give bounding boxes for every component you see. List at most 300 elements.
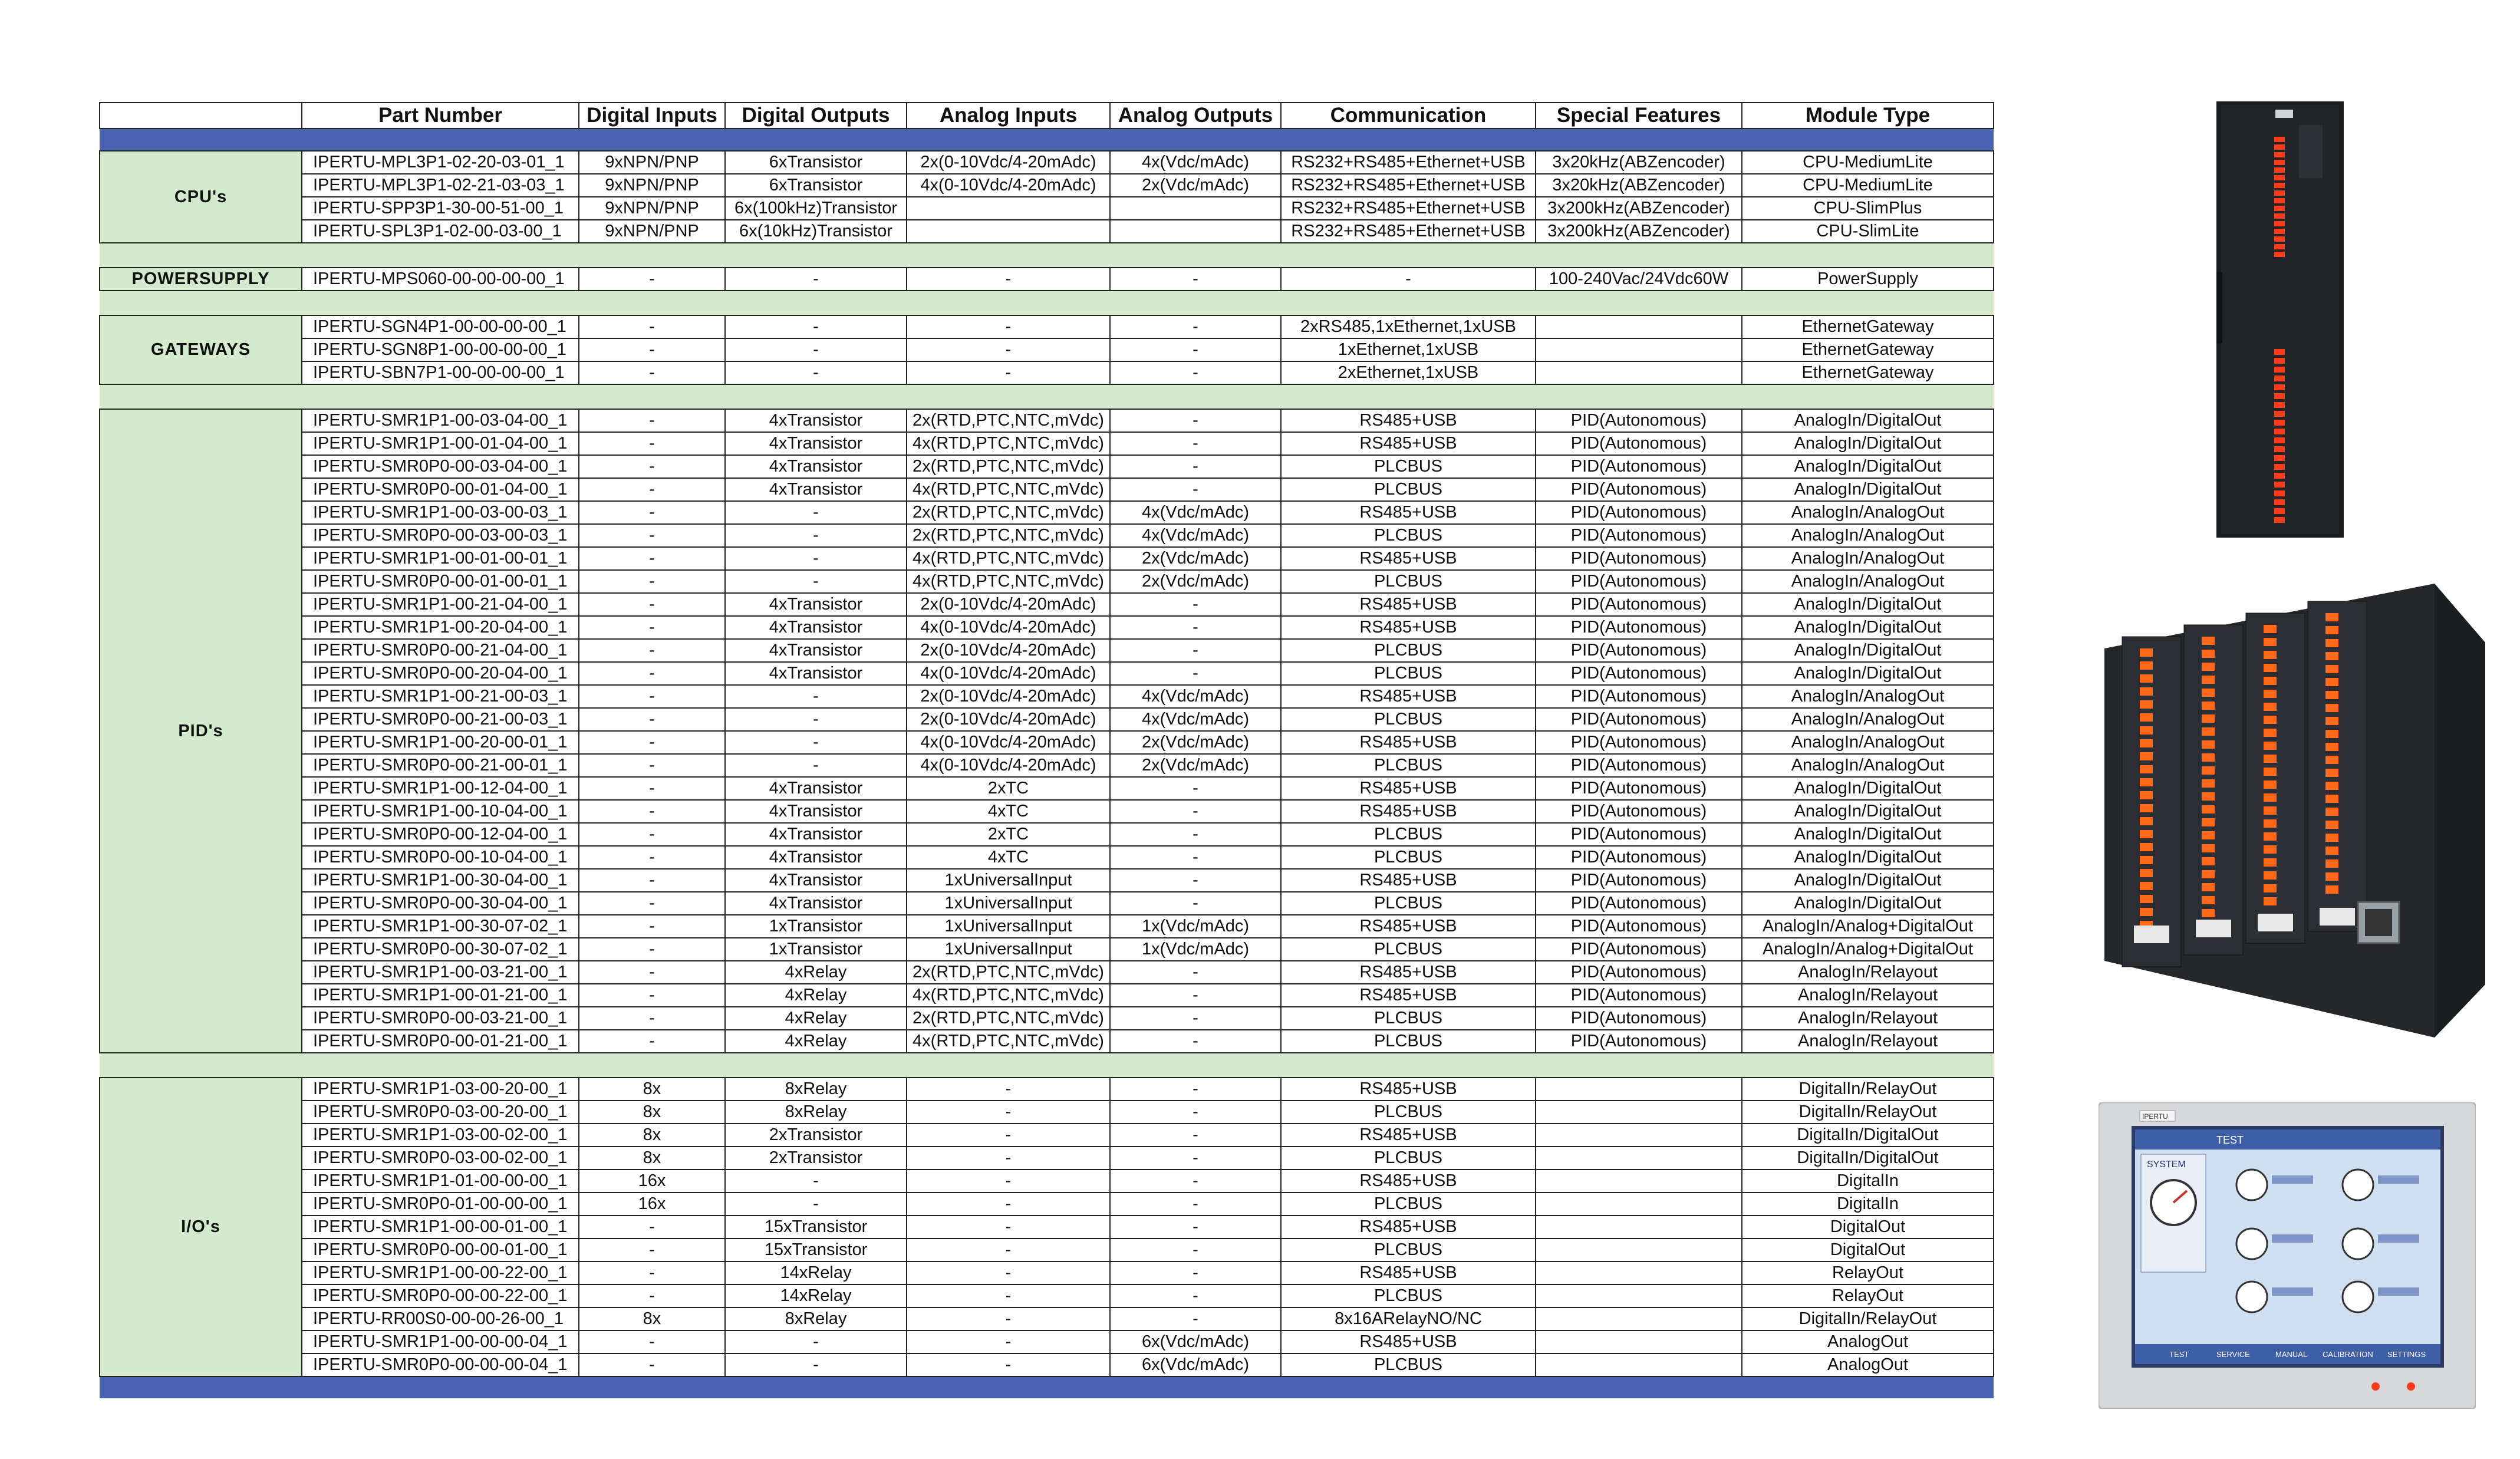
table-cell: - [579, 361, 725, 384]
table-cell: 9xNPN/PNP [579, 174, 725, 197]
table-row [100, 1007, 1994, 1030]
table-cell [1536, 1124, 1742, 1147]
table-cell [907, 220, 1110, 243]
table-cell: DigitalIn/RelayOut [1742, 1307, 1994, 1330]
table-cell: - [1110, 593, 1281, 616]
table-cell: PLCBUS [1281, 1353, 1536, 1376]
group-separator-cell [100, 291, 1994, 315]
table-cell: - [907, 1307, 1110, 1330]
table-row [100, 315, 1994, 338]
table-cell: RS485+USB [1281, 1216, 1536, 1239]
table-cell: - [579, 754, 725, 777]
table-cell: - [579, 1353, 725, 1376]
table-cell: - [579, 823, 725, 846]
table-cell: - [1110, 1262, 1281, 1285]
table-cell: 4xTransistor [725, 800, 907, 823]
table-cell: 2x(0-10Vdc/4-20mAdc) [907, 151, 1110, 174]
table-cell: CPU-MediumLite [1742, 151, 1994, 174]
table-row [100, 1124, 1994, 1147]
table-cell: - [1110, 892, 1281, 915]
part-number-cell: IPERTU-SMR0P0-03-00-02-00_1 [302, 1147, 579, 1170]
table-cell: - [579, 501, 725, 524]
table-row [100, 432, 1994, 455]
table-cell: - [907, 315, 1110, 338]
table-cell: 2x(Vdc/mAdc) [1110, 754, 1281, 777]
table-row [100, 338, 1994, 361]
table-row [100, 1170, 1994, 1193]
table-row [100, 616, 1994, 639]
table-cell: 2x(0-10Vdc/4-20mAdc) [907, 593, 1110, 616]
table-cell: PLCBUS [1281, 478, 1536, 501]
table-cell: - [1110, 1216, 1281, 1239]
table-cell [1536, 1193, 1742, 1216]
table-cell: PID(Autonomous) [1536, 524, 1742, 547]
table-cell: AnalogIn/DigitalOut [1742, 593, 1994, 616]
table-row [100, 1030, 1994, 1053]
table-cell: 4xTC [907, 800, 1110, 823]
table-cell: - [1110, 777, 1281, 800]
table-row [100, 1216, 1994, 1239]
table-cell: - [725, 731, 907, 754]
table-cell: PowerSupply [1742, 268, 1994, 291]
table-cell [1110, 220, 1281, 243]
table-cell: - [579, 1216, 725, 1239]
table-cell [1536, 1078, 1742, 1101]
table-cell: 1xTransistor [725, 915, 907, 938]
table-cell: AnalogIn/DigitalOut [1742, 869, 1994, 892]
group-separator [100, 384, 1994, 409]
hmi-panel-label: SYSTEM [2147, 1160, 2186, 1170]
table-cell: RS485+USB [1281, 1078, 1536, 1101]
part-number-cell: IPERTU-SMR1P1-00-00-00-04_1 [302, 1330, 579, 1353]
table-cell: - [1110, 268, 1281, 291]
table-row [100, 685, 1994, 708]
table-cell: - [725, 1353, 907, 1376]
group-separator-cell [100, 243, 1994, 268]
cpu-module-photo [2216, 101, 2344, 538]
table-cell: - [579, 1239, 725, 1262]
table-row [100, 1285, 1994, 1307]
table-cell: - [725, 315, 907, 338]
part-number-cell: IPERTU-SMR0P0-00-00-22-00_1 [302, 1285, 579, 1307]
table-cell: 2x(0-10Vdc/4-20mAdc) [907, 685, 1110, 708]
table-cell: 4x(RTD,PTC,NTC,mVdc) [907, 547, 1110, 570]
part-number-cell: IPERTU-SMR1P1-00-01-21-00_1 [302, 984, 579, 1007]
table-cell: - [1110, 1170, 1281, 1193]
table-cell: 4xTransistor [725, 616, 907, 639]
table-cell: PID(Autonomous) [1536, 570, 1742, 593]
part-number-cell: IPERTU-SMR0P0-00-10-04-00_1 [302, 846, 579, 869]
table-cell: - [1110, 338, 1281, 361]
hmi-footer-4: SETTINGS [2387, 1350, 2426, 1359]
table-cell [1536, 338, 1742, 361]
table-cell: - [907, 1216, 1110, 1239]
table-row [100, 1078, 1994, 1101]
part-number-cell: IPERTU-SMR1P1-00-00-01-00_1 [302, 1216, 579, 1239]
table-cell: AnalogIn/Analog+DigitalOut [1742, 915, 1994, 938]
table-cell: - [579, 731, 725, 754]
table-row [100, 1193, 1994, 1216]
hmi-footer-2: MANUAL [2275, 1350, 2308, 1359]
table-cell: PID(Autonomous) [1536, 869, 1742, 892]
table-cell: PID(Autonomous) [1536, 685, 1742, 708]
table-cell: 16x [579, 1193, 725, 1216]
table-row [100, 197, 1994, 220]
table-cell: 4x(RTD,PTC,NTC,mVdc) [907, 1030, 1110, 1053]
table-cell: PID(Autonomous) [1536, 938, 1742, 961]
table-cell: 2xRS485,1xEthernet,1xUSB [1281, 315, 1536, 338]
table-cell: RS485+USB [1281, 731, 1536, 754]
category-label: I/O's [100, 1078, 302, 1376]
table-cell: - [907, 1262, 1110, 1285]
table-row [100, 174, 1994, 197]
part-number-cell: IPERTU-SMR1P1-00-00-22-00_1 [302, 1262, 579, 1285]
table-cell: - [1110, 1030, 1281, 1053]
table-cell: PID(Autonomous) [1536, 915, 1742, 938]
hmi-brand-label: IPERTU [2142, 1112, 2168, 1121]
table-cell: - [1110, 869, 1281, 892]
table-cell: 2x(RTD,PTC,NTC,mVdc) [907, 1007, 1110, 1030]
table-row [100, 777, 1994, 800]
table-row [100, 151, 1994, 174]
table-cell: RS485+USB [1281, 616, 1536, 639]
group-separator [100, 1053, 1994, 1078]
part-number-cell: IPERTU-SMR0P0-00-03-21-00_1 [302, 1007, 579, 1030]
table-cell: PID(Autonomous) [1536, 800, 1742, 823]
table-cell: - [579, 892, 725, 915]
category-label: CPU's [100, 151, 302, 243]
table-cell: AnalogIn/DigitalOut [1742, 892, 1994, 915]
table-cell: - [579, 455, 725, 478]
table-cell: 4x(RTD,PTC,NTC,mVdc) [907, 984, 1110, 1007]
table-cell: 8x [579, 1124, 725, 1147]
table-cell: 4xTransistor [725, 662, 907, 685]
table-cell [1536, 361, 1742, 384]
part-number-cell: IPERTU-SMR1P1-00-20-00-01_1 [302, 731, 579, 754]
table-cell: PID(Autonomous) [1536, 754, 1742, 777]
table-cell: DigitalOut [1742, 1216, 1994, 1239]
table-cell: - [579, 616, 725, 639]
table-cell: - [907, 1285, 1110, 1307]
top-blue-band [100, 129, 1994, 151]
table-cell: AnalogIn/AnalogOut [1742, 547, 1994, 570]
table-cell: EthernetGateway [1742, 361, 1994, 384]
table-cell: 4xTransistor [725, 639, 907, 662]
part-number-cell: IPERTU-SMR0P0-00-01-04-00_1 [302, 478, 579, 501]
table-cell: - [725, 1170, 907, 1193]
table-cell: 14xRelay [725, 1285, 907, 1307]
table-cell: - [579, 338, 725, 361]
table-row [100, 501, 1994, 524]
table-cell: 2x(Vdc/mAdc) [1110, 547, 1281, 570]
table-cell: 9xNPN/PNP [579, 220, 725, 243]
table-cell: - [1110, 1124, 1281, 1147]
table-cell: PID(Autonomous) [1536, 777, 1742, 800]
table-row [100, 731, 1994, 754]
table-cell [1536, 1170, 1742, 1193]
table-cell: EthernetGateway [1742, 315, 1994, 338]
bottom-blue-band-cell [100, 1376, 1994, 1398]
column-header: Digital Outputs [725, 103, 907, 129]
table-cell: - [579, 315, 725, 338]
table-cell: - [579, 570, 725, 593]
table-cell [1536, 1307, 1742, 1330]
table-row [100, 846, 1994, 869]
table-cell: 3x200kHz(ABZencoder) [1536, 220, 1742, 243]
part-number-cell: IPERTU-SMR1P1-00-30-04-00_1 [302, 869, 579, 892]
table-cell: - [579, 938, 725, 961]
part-number-cell: IPERTU-SMR0P0-00-21-00-01_1 [302, 754, 579, 777]
table-cell: 2x(Vdc/mAdc) [1110, 731, 1281, 754]
table-cell: RS485+USB [1281, 961, 1536, 984]
table-cell: 4x(Vdc/mAdc) [1110, 524, 1281, 547]
table-cell: DigitalIn [1742, 1170, 1994, 1193]
table-cell: AnalogIn/DigitalOut [1742, 409, 1994, 432]
table-cell: - [579, 432, 725, 455]
table-cell: RS485+USB [1281, 1262, 1536, 1285]
table-cell [1536, 1262, 1742, 1285]
table-cell: 4xRelay [725, 1007, 907, 1030]
table-cell: - [1110, 315, 1281, 338]
table-cell: 9xNPN/PNP [579, 197, 725, 220]
table-cell: - [1110, 1147, 1281, 1170]
table-cell: 8x [579, 1147, 725, 1170]
table-cell: - [579, 961, 725, 984]
part-number-cell: IPERTU-SMR1P1-00-30-07-02_1 [302, 915, 579, 938]
table-cell: 1xUniversalInput [907, 938, 1110, 961]
table-cell: - [579, 708, 725, 731]
part-number-cell: IPERTU-SGN4P1-00-00-00-00_1 [302, 315, 579, 338]
table-cell: - [907, 361, 1110, 384]
part-number-cell: IPERTU-SMR1P1-00-03-00-03_1 [302, 501, 579, 524]
table-cell: - [579, 869, 725, 892]
table-row [100, 1147, 1994, 1170]
group-separator [100, 243, 1994, 268]
table-row [100, 409, 1994, 432]
column-header: Special Features [1536, 103, 1742, 129]
table-cell: RS232+RS485+Ethernet+USB [1281, 220, 1536, 243]
table-row [100, 547, 1994, 570]
table-cell: PLCBUS [1281, 708, 1536, 731]
table-cell: 4xTC [907, 846, 1110, 869]
table-cell: RS485+USB [1281, 409, 1536, 432]
table-cell: 1xUniversalInput [907, 892, 1110, 915]
table-cell: AnalogIn/Relayout [1742, 1007, 1994, 1030]
table-cell: PLCBUS [1281, 754, 1536, 777]
part-number-cell: IPERTU-MPL3P1-02-20-03-01_1 [302, 151, 579, 174]
table-cell: RS232+RS485+Ethernet+USB [1281, 151, 1536, 174]
table-cell: - [1110, 662, 1281, 685]
table-cell: 6x(10kHz)Transistor [725, 220, 907, 243]
part-number-cell: IPERTU-SMR0P0-00-21-00-03_1 [302, 708, 579, 731]
table-cell: AnalogIn/Relayout [1742, 984, 1994, 1007]
table-cell: 6xTransistor [725, 174, 907, 197]
table-cell [1536, 1216, 1742, 1239]
table-cell: 4xTransistor [725, 823, 907, 846]
table-cell: RS485+USB [1281, 501, 1536, 524]
category-label: GATEWAYS [100, 315, 302, 384]
table-cell: RS232+RS485+Ethernet+USB [1281, 174, 1536, 197]
group-separator-cell [100, 384, 1994, 409]
part-number-cell: IPERTU-SPP3P1-30-00-51-00_1 [302, 197, 579, 220]
table-cell: 4x(Vdc/mAdc) [1110, 708, 1281, 731]
table-cell: 15xTransistor [725, 1216, 907, 1239]
table-cell: PID(Autonomous) [1536, 639, 1742, 662]
part-number-cell: IPERTU-SMR0P0-00-01-21-00_1 [302, 1030, 579, 1053]
table-cell: AnalogIn/AnalogOut [1742, 754, 1994, 777]
table-cell: - [1110, 984, 1281, 1007]
table-cell: - [907, 1330, 1110, 1353]
table-cell: RS485+USB [1281, 777, 1536, 800]
table-cell: - [579, 593, 725, 616]
table-cell: - [725, 754, 907, 777]
table-cell: - [1110, 800, 1281, 823]
table-cell: RS485+USB [1281, 685, 1536, 708]
table-row [100, 1330, 1994, 1353]
column-header: Analog Inputs [907, 103, 1110, 129]
table-cell: 4x(0-10Vdc/4-20mAdc) [907, 616, 1110, 639]
table-row [100, 915, 1994, 938]
table-cell: - [1110, 409, 1281, 432]
table-cell: - [1110, 1239, 1281, 1262]
table-cell: PLCBUS [1281, 455, 1536, 478]
table-cell: 2xTransistor [725, 1147, 907, 1170]
table-cell: 4xTransistor [725, 409, 907, 432]
part-number-cell: IPERTU-SMR0P0-00-03-00-03_1 [302, 524, 579, 547]
table-cell: CPU-SlimPlus [1742, 197, 1994, 220]
table-cell: - [1110, 1101, 1281, 1124]
table-cell: - [907, 1101, 1110, 1124]
table-cell: PLCBUS [1281, 1101, 1536, 1124]
table-row [100, 754, 1994, 777]
table-row [100, 639, 1994, 662]
table-cell: 4xTransistor [725, 846, 907, 869]
part-number-cell: IPERTU-SMR0P0-00-00-00-04_1 [302, 1353, 579, 1376]
table-cell: - [725, 570, 907, 593]
table-cell: PLCBUS [1281, 1007, 1536, 1030]
table-cell: AnalogIn/AnalogOut [1742, 731, 1994, 754]
table-row [100, 1101, 1994, 1124]
table-row [100, 524, 1994, 547]
part-number-cell: IPERTU-SMR0P0-00-01-00-01_1 [302, 570, 579, 593]
table-cell: RS485+USB [1281, 1124, 1536, 1147]
table-cell: - [579, 915, 725, 938]
table-cell: 4xTransistor [725, 777, 907, 800]
table-cell: 3x200kHz(ABZencoder) [1536, 197, 1742, 220]
table-cell: 4xTransistor [725, 432, 907, 455]
table-cell: - [725, 501, 907, 524]
table-cell: AnalogIn/AnalogOut [1742, 501, 1994, 524]
hmi-footer-1: SERVICE [2216, 1350, 2250, 1359]
table-row [100, 455, 1994, 478]
table-cell: PID(Autonomous) [1536, 662, 1742, 685]
table-cell: 4x(Vdc/mAdc) [1110, 151, 1281, 174]
table-cell: - [725, 338, 907, 361]
table-cell: 8xRelay [725, 1078, 907, 1101]
table-cell: - [907, 1239, 1110, 1262]
part-number-cell: IPERTU-SMR1P1-00-01-04-00_1 [302, 432, 579, 455]
table-cell: PID(Autonomous) [1536, 547, 1742, 570]
table-cell: RS485+USB [1281, 432, 1536, 455]
table-row [100, 708, 1994, 731]
table-cell: CPU-SlimLite [1742, 220, 1994, 243]
table-cell: - [725, 524, 907, 547]
table-cell: PLCBUS [1281, 938, 1536, 961]
table-cell: - [579, 639, 725, 662]
table-cell: AnalogIn/DigitalOut [1742, 455, 1994, 478]
table-cell: - [579, 1007, 725, 1030]
table-cell: PLCBUS [1281, 823, 1536, 846]
table-cell: - [725, 268, 907, 291]
table-cell: 8x16ARelayNO/NC [1281, 1307, 1536, 1330]
table-cell: PID(Autonomous) [1536, 961, 1742, 984]
part-number-cell: IPERTU-SMR1P1-00-21-04-00_1 [302, 593, 579, 616]
table-cell: DigitalIn/RelayOut [1742, 1078, 1994, 1101]
hmi-tab-label: TEST [2216, 1134, 2244, 1146]
table-cell: 8x [579, 1101, 725, 1124]
table-cell: RS485+USB [1281, 800, 1536, 823]
table-cell: 4x(0-10Vdc/4-20mAdc) [907, 662, 1110, 685]
table-cell: - [1110, 616, 1281, 639]
table-cell: RelayOut [1742, 1285, 1994, 1307]
table-cell: 15xTransistor [725, 1239, 907, 1262]
table-cell: - [1110, 1285, 1281, 1307]
table-cell: DigitalIn [1742, 1193, 1994, 1216]
table-cell: PID(Autonomous) [1536, 1030, 1742, 1053]
table-cell: 14xRelay [725, 1262, 907, 1285]
table-cell: 4xRelay [725, 961, 907, 984]
table-cell: - [1110, 478, 1281, 501]
table-cell: 6x(100kHz)Transistor [725, 197, 907, 220]
table-cell: 6x(Vdc/mAdc) [1110, 1330, 1281, 1353]
table-cell: PID(Autonomous) [1536, 616, 1742, 639]
table-cell: DigitalIn/DigitalOut [1742, 1147, 1994, 1170]
table-cell: AnalogIn/DigitalOut [1742, 800, 1994, 823]
table-cell: RS485+USB [1281, 869, 1536, 892]
part-number-cell: IPERTU-SMR1P1-00-20-04-00_1 [302, 616, 579, 639]
table-cell: RS485+USB [1281, 1330, 1536, 1353]
part-number-cell: IPERTU-SMR1P1-00-21-00-03_1 [302, 685, 579, 708]
hmi-footer-3: CALIBRATION [2323, 1350, 2373, 1359]
part-number-cell: IPERTU-SMR1P1-03-00-20-00_1 [302, 1078, 579, 1101]
table-cell: PLCBUS [1281, 662, 1536, 685]
table-cell: 8xRelay [725, 1307, 907, 1330]
table-cell: AnalogIn/DigitalOut [1742, 777, 1994, 800]
category-label: POWERSUPPLY [100, 268, 302, 291]
table-cell: PLCBUS [1281, 639, 1536, 662]
table-cell: - [907, 338, 1110, 361]
table-cell: - [579, 984, 725, 1007]
table-cell: - [725, 708, 907, 731]
table-cell: 2x(RTD,PTC,NTC,mVdc) [907, 409, 1110, 432]
table-cell: RS485+USB [1281, 547, 1536, 570]
table-cell [1110, 197, 1281, 220]
table-cell: PLCBUS [1281, 570, 1536, 593]
table-header-row [100, 103, 1994, 129]
table-cell: AnalogIn/DigitalOut [1742, 432, 1994, 455]
table-cell: PID(Autonomous) [1536, 409, 1742, 432]
table-cell: PID(Autonomous) [1536, 846, 1742, 869]
table-cell: - [907, 268, 1110, 291]
group-separator-cell [100, 1053, 1994, 1078]
part-number-cell: IPERTU-SPL3P1-02-00-03-00_1 [302, 220, 579, 243]
table-cell: - [725, 1193, 907, 1216]
table-cell: - [1110, 361, 1281, 384]
table-cell: 2x(RTD,PTC,NTC,mVdc) [907, 961, 1110, 984]
table-cell: PID(Autonomous) [1536, 501, 1742, 524]
part-number-cell: IPERTU-SMR0P0-01-00-00-00_1 [302, 1193, 579, 1216]
table-row [100, 1353, 1994, 1376]
